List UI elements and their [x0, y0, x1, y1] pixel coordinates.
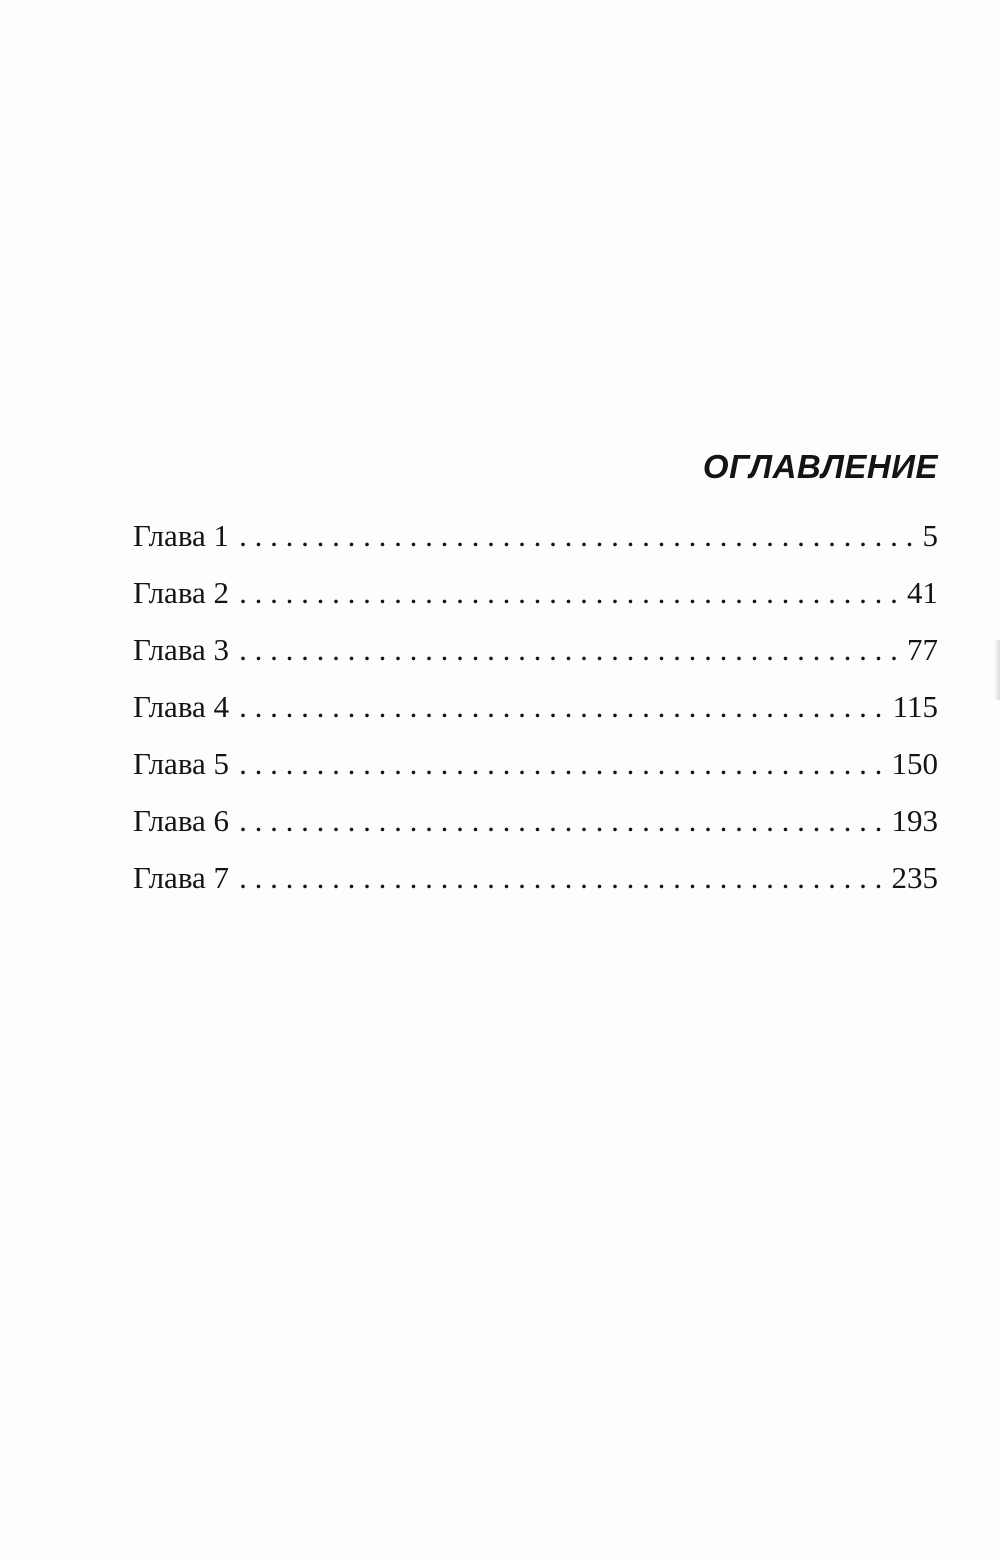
table-of-contents — [133, 518, 938, 917]
toc-entry-5 — [133, 746, 938, 803]
dot-leader — [239, 689, 891, 725]
dot-leader — [239, 803, 889, 839]
toc-entry-page: 150 — [891, 746, 938, 781]
dot-leader — [239, 518, 920, 554]
toc-entry-title: Глава 4 — [133, 689, 230, 724]
toc-entry-title: Глава 1 — [133, 518, 230, 553]
toc-entry-4 — [133, 689, 938, 746]
toc-entry-3 — [133, 632, 938, 689]
toc-entry-title: Глава 6 — [133, 803, 230, 838]
toc-entry-6 — [133, 803, 938, 860]
dot-leader — [239, 575, 905, 611]
dot-leader — [239, 746, 889, 782]
page-edge-shadow — [994, 640, 1000, 700]
toc-entry-page: 193 — [891, 803, 938, 838]
toc-entry-page: 235 — [891, 860, 938, 895]
toc-heading: ОГЛАВЛЕНИЕ — [702, 448, 938, 485]
toc-entry-page: 41 — [907, 575, 938, 610]
dot-leader — [239, 632, 905, 668]
toc-entry-7 — [133, 860, 938, 917]
toc-entry-2 — [133, 575, 938, 632]
toc-entry-title: Глава 3 — [133, 632, 230, 667]
toc-entry-title: Глава 5 — [133, 746, 230, 781]
toc-entry-title: Глава 7 — [133, 860, 230, 895]
toc-entry-page: 5 — [922, 518, 938, 553]
toc-entry-1 — [133, 518, 938, 575]
toc-entry-page: 115 — [892, 689, 938, 724]
dot-leader — [239, 860, 889, 896]
toc-entry-page: 77 — [907, 632, 938, 667]
toc-entry-title: Глава 2 — [133, 575, 230, 610]
